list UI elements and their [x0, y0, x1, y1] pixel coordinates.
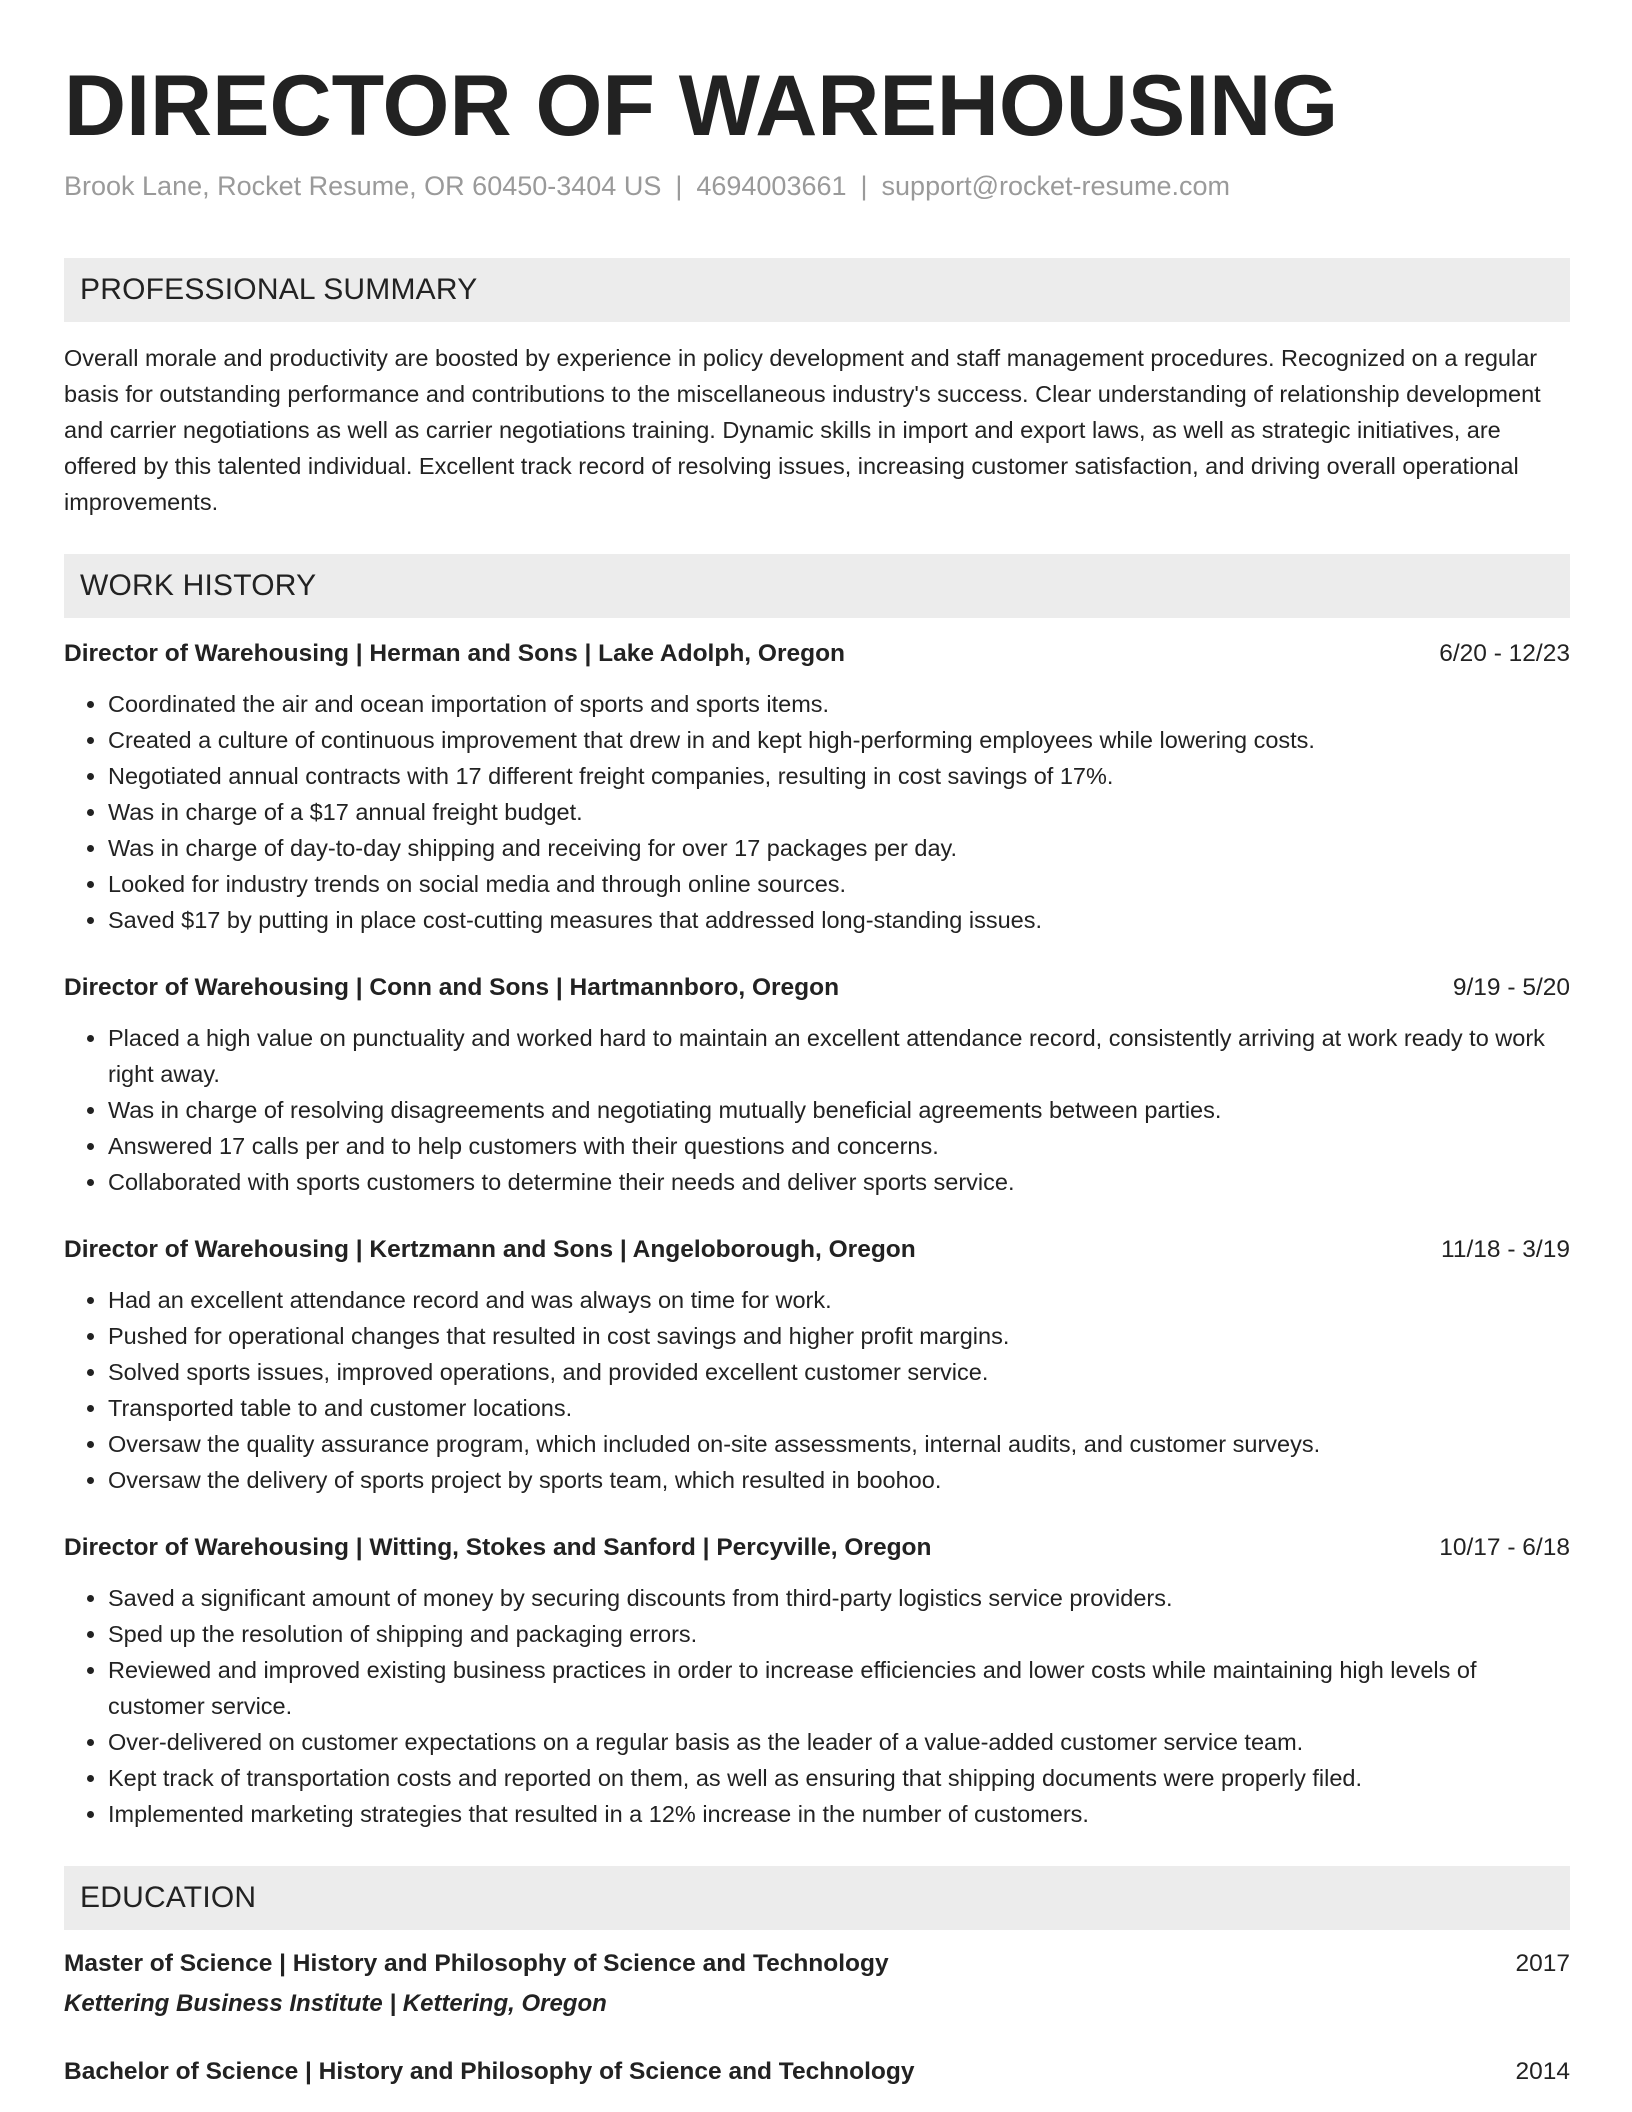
education-year: 2014 [1515, 2058, 1570, 2085]
job-bullet: • Reviewed and improved existing business practices in order to increase efficiencies and lower costs while maintaining high levels of customer service. [108, 1652, 1570, 1724]
job-dates: 6/20 - 12/23 [1439, 640, 1570, 667]
job-bullet: • Placed a high value on punctuality and worked hard to maintain an excellent attendance record, consistently arriving at work ready to work right away. [108, 1020, 1570, 1092]
education-year: 2017 [1515, 1950, 1570, 1977]
job-bullets [64, 1020, 1570, 1200]
job-bullet: • Created a culture of continuous improvement that drew in and kept high-performing employees while lowering costs. [108, 722, 1570, 758]
resume-page [64, 0, 1570, 2090]
contact-phone: 4694003661 [696, 171, 847, 201]
contact-line [64, 168, 1570, 204]
contact-separator: | [675, 171, 683, 201]
job-bullet: • Oversaw the delivery of sports project by sports team, which resulted in boohoo. [108, 1462, 1570, 1498]
job-entry [64, 636, 1570, 938]
job-bullet: • Implemented marketing strategies that resulted in a 12% increase in the number of customers. [108, 1796, 1570, 1832]
contact-separator: | [860, 171, 868, 201]
job-title: Director of Warehousing | Conn and Sons | Hartmannboro, Oregon [64, 974, 840, 1001]
job-entry [64, 1530, 1570, 1832]
education-entry [64, 1946, 1570, 2022]
job-bullet: • Was in charge of a $17 annual freight budget. [108, 794, 1570, 830]
job-bullet: • Was in charge of resolving disagreements and negotiating mutually beneficial agreements between parties. [108, 1092, 1570, 1128]
job-title: Director of Warehousing | Kertzmann and Sons | Angeloborough, Oregon [64, 1236, 916, 1263]
job-bullet: • Was in charge of day-to-day shipping and receiving for over 17 packages per day. [108, 830, 1570, 866]
job-header [64, 636, 1570, 672]
job-bullets [64, 686, 1570, 938]
resume-title: DIRECTOR OF WAREHOUSING [64, 58, 1339, 154]
job-bullet: • Sped up the resolution of shipping and packaging errors. [108, 1616, 1570, 1652]
job-bullet: • Kept track of transportation costs and reported on them, as well as ensuring that shipping documents were properly filed. [108, 1760, 1570, 1796]
summary-text: Overall morale and productivity are boosted by experience in policy development and staff management procedures. Recognized on a regular basis for outstanding performance and contributions to the miscellaneous industry's success. Clear understanding of relationship development and carrier negotiations as well as carrier negotiations training. Dynamic skills in import and export laws, as well as strategic initiatives, are offered by this talented individual. Excellent track record of resolving issues, increasing customer satisfaction, and driving overall operational improvements. [64, 345, 1541, 515]
contact-address: Brook Lane, Rocket Resume, OR 60450-3404 US [64, 171, 662, 201]
job-bullets [64, 1580, 1570, 1832]
job-bullet: • Saved a significant amount of money by securing discounts from third-party logistics service providers. [108, 1580, 1570, 1616]
education-entry [64, 2054, 1570, 2090]
job-dates: 11/18 - 3/19 [1441, 1236, 1570, 1263]
job-bullets [64, 1282, 1570, 1498]
job-bullet: • Had an excellent attendance record and was always on time for work. [108, 1282, 1570, 1318]
job-bullet: • Over-delivered on customer expectations on a regular basis as the leader of a value-added customer service team. [108, 1724, 1570, 1760]
job-header [64, 1530, 1570, 1566]
education-header [64, 2054, 1570, 2090]
job-bullet: • Pushed for operational changes that resulted in cost savings and higher profit margins. [108, 1318, 1570, 1354]
education-header [64, 1946, 1570, 1982]
education-degree: Master of Science | History and Philosophy of Science and Technology [64, 1950, 889, 1977]
job-title: Director of Warehousing | Herman and Sons | Lake Adolph, Oregon [64, 640, 846, 667]
job-entry [64, 970, 1570, 1200]
contact-email: support@rocket-resume.com [881, 171, 1231, 201]
job-dates: 10/17 - 6/18 [1439, 1534, 1570, 1561]
job-bullet: • Answered 17 calls per and to help customers with their questions and concerns. [108, 1128, 1570, 1164]
work-history-list [64, 636, 1570, 1832]
job-bullet: • Oversaw the quality assurance program, which included on-site assessments, internal audits, and customer surveys. [108, 1426, 1570, 1462]
job-bullet: • Solved sports issues, improved operations, and provided excellent customer service. [108, 1354, 1570, 1390]
job-dates: 9/19 - 5/20 [1452, 974, 1570, 1001]
job-bullet: • Negotiated annual contracts with 17 different freight companies, resulting in cost savings of 17%. [108, 758, 1570, 794]
section-header-work-history: WORK HISTORY [64, 554, 1570, 618]
job-bullet: • Collaborated with sports customers to determine their needs and deliver sports service. [108, 1164, 1570, 1200]
education-school: Kettering Business Institute | Kettering, Oregon [64, 1990, 607, 2017]
job-header [64, 1232, 1570, 1268]
job-bullet: • Looked for industry trends on social media and through online sources. [108, 866, 1570, 902]
section-header-education: EDUCATION [64, 1866, 1570, 1930]
job-bullet: • Saved $17 by putting in place cost-cutting measures that addressed long-standing issues. [108, 902, 1570, 938]
job-bullet: • Transported table to and customer locations. [108, 1390, 1570, 1426]
job-bullet: • Coordinated the air and ocean importation of sports and sports items. [108, 686, 1570, 722]
education-list [64, 1946, 1570, 2090]
job-title: Director of Warehousing | Witting, Stokes and Sanford | Percyville, Oregon [64, 1534, 932, 1561]
job-header [64, 970, 1570, 1006]
job-entry [64, 1232, 1570, 1498]
section-header-summary: PROFESSIONAL SUMMARY [64, 258, 1570, 322]
education-degree: Bachelor of Science | History and Philosophy of Science and Technology [64, 2058, 915, 2085]
